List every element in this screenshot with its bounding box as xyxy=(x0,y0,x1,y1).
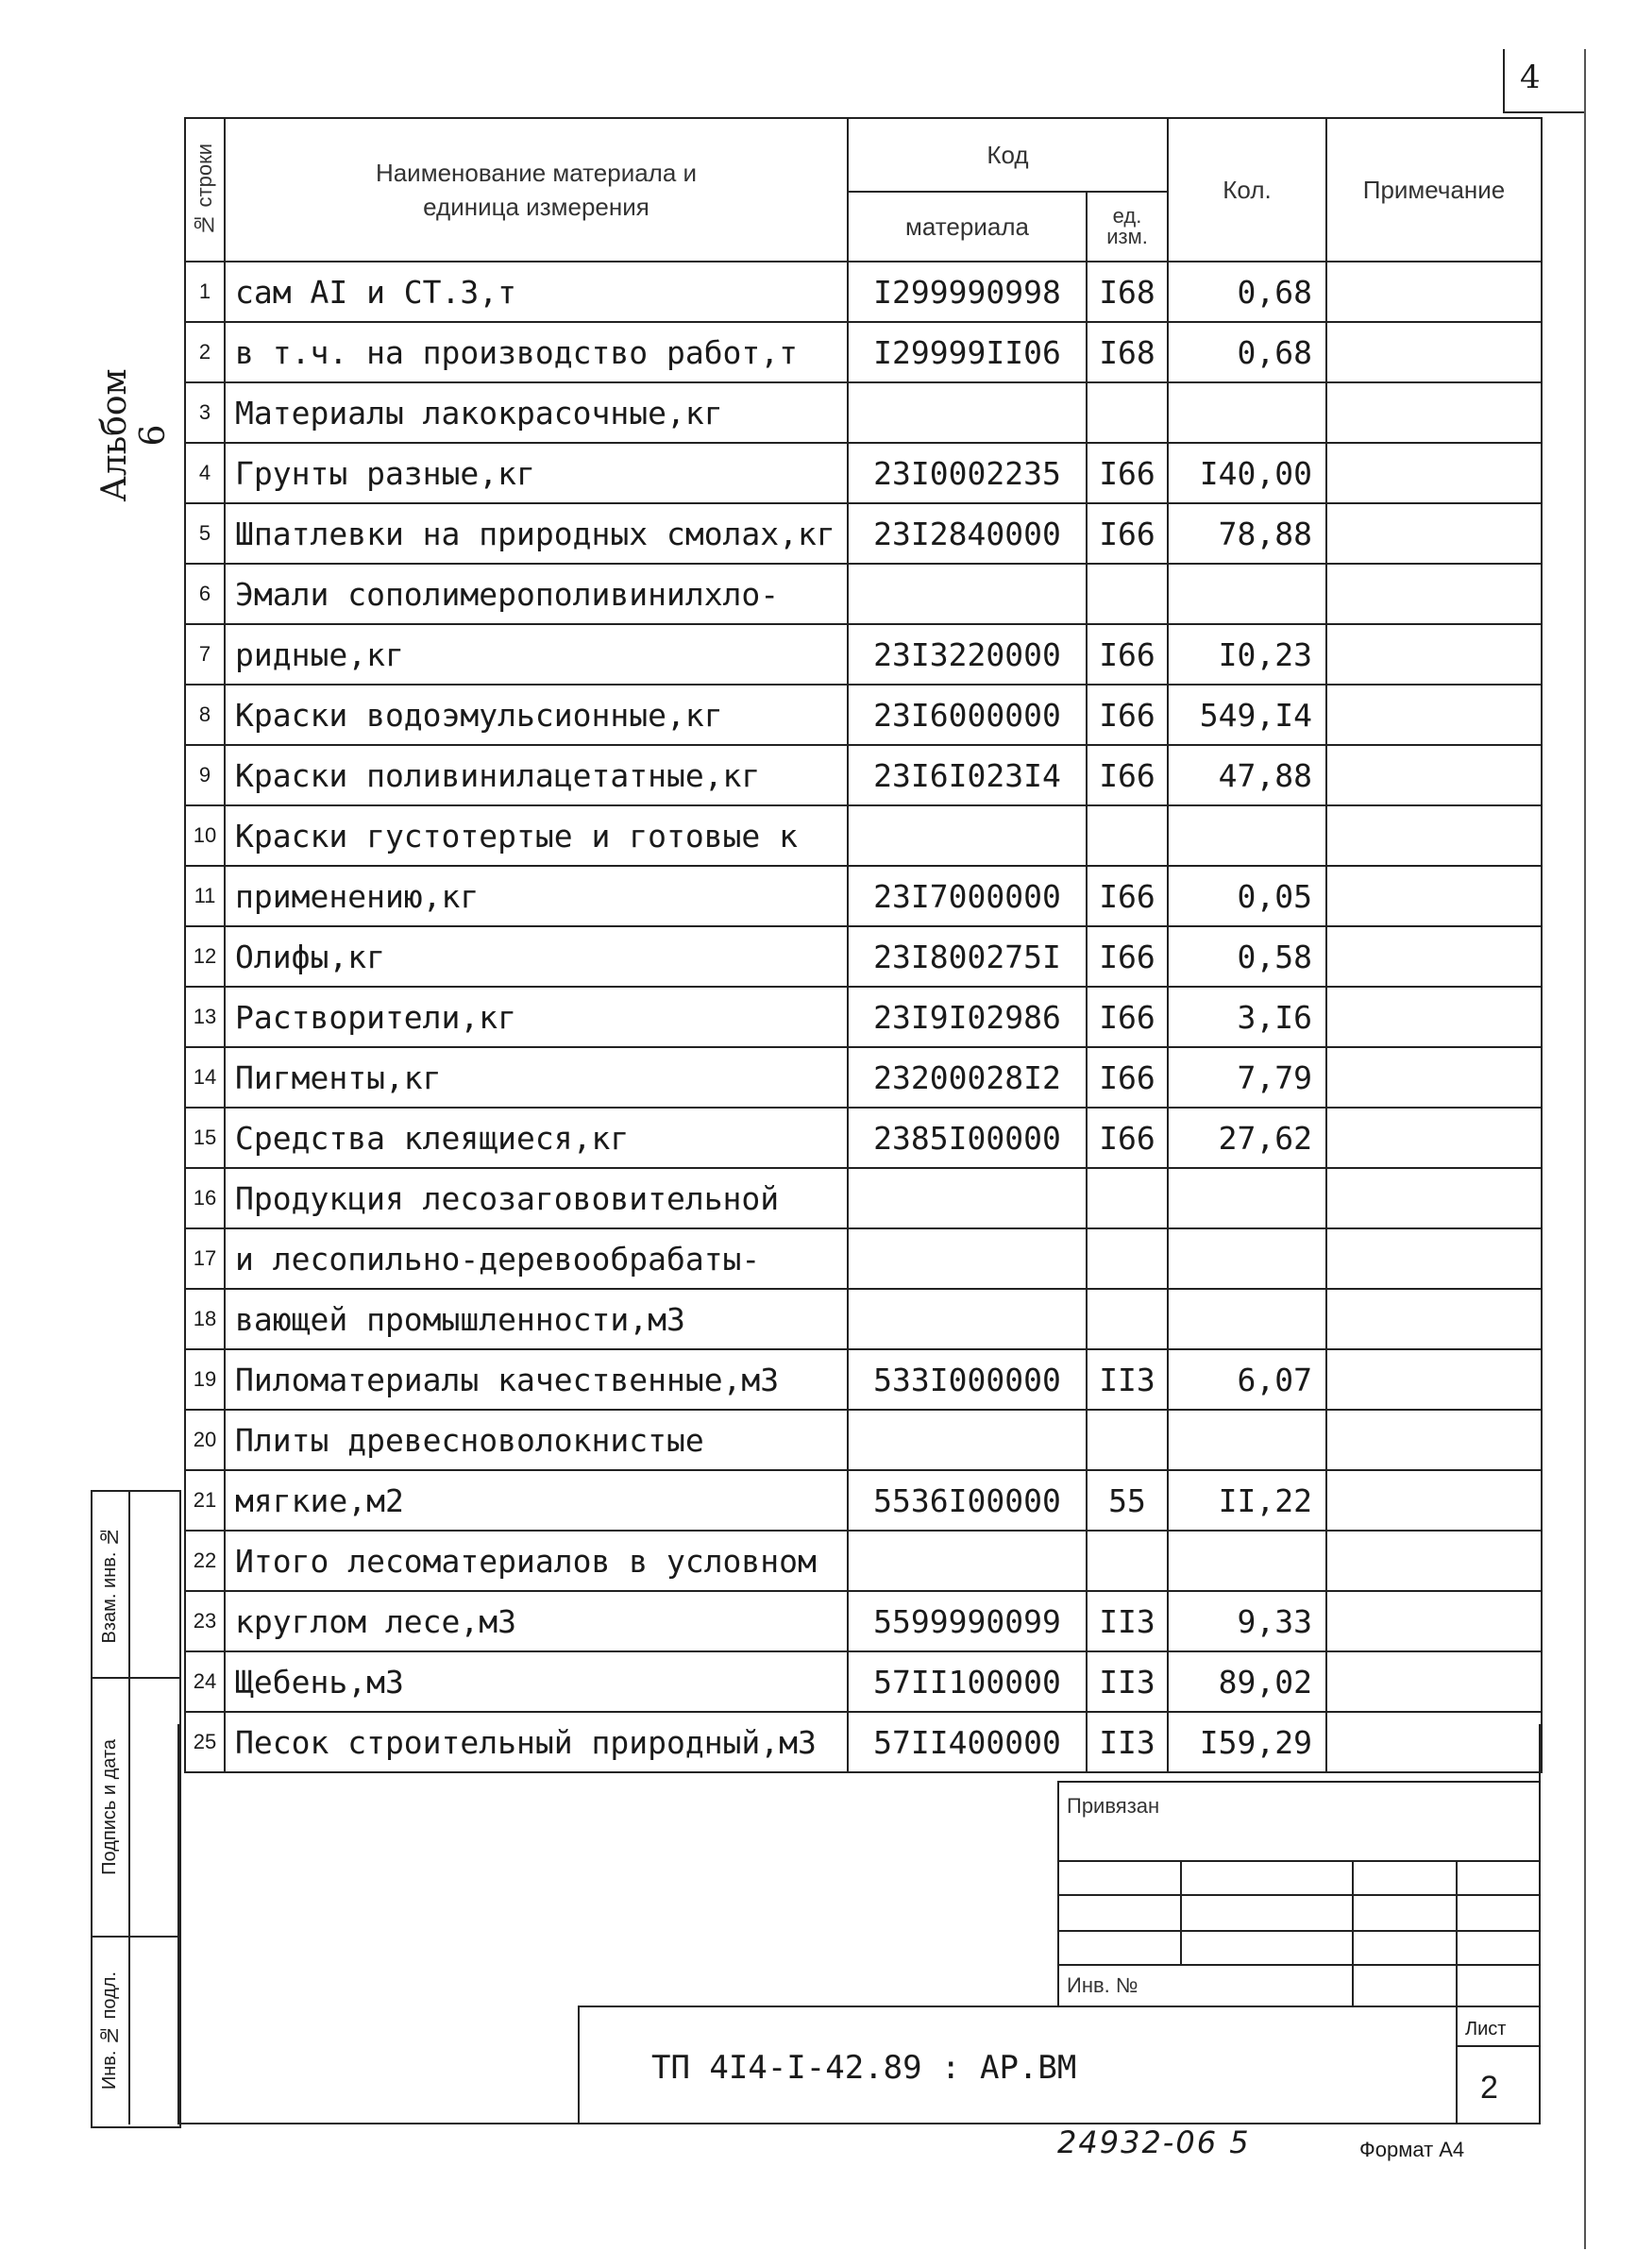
quantity xyxy=(1168,1410,1326,1470)
material-code: 23200028I2 xyxy=(848,1047,1087,1108)
material-code: 23I7000000 xyxy=(848,866,1087,926)
format-label: Формат А4 xyxy=(1359,2138,1465,2161)
note xyxy=(1326,443,1542,503)
material-code xyxy=(848,1531,1087,1591)
frame-left xyxy=(177,1724,179,2124)
note xyxy=(1326,1108,1542,1168)
tb-hline xyxy=(1456,2045,1541,2047)
row-number: 13 xyxy=(185,987,225,1047)
table-row xyxy=(185,624,1542,685)
header-code-material: материала xyxy=(848,192,1087,262)
header-note: Примечание xyxy=(1326,118,1542,262)
material-name: ридные,кг xyxy=(225,624,848,685)
row-number: 23 xyxy=(185,1591,225,1651)
material-code: 57II100000 xyxy=(848,1651,1087,1712)
table-row xyxy=(185,564,1542,624)
quantity xyxy=(1168,382,1326,443)
unit-code xyxy=(1087,1289,1168,1349)
quantity: 3,I6 xyxy=(1168,987,1326,1047)
tb-hline xyxy=(1057,1860,1541,1862)
note xyxy=(1326,564,1542,624)
material-name: Краски поливинилацетатные,кг xyxy=(225,745,848,805)
frame-right xyxy=(1539,1724,1541,2124)
stamp-replace-inv: Взам. инв. № xyxy=(91,1492,130,1677)
table-row xyxy=(185,1531,1542,1591)
unit-code xyxy=(1087,564,1168,624)
table-row xyxy=(185,1228,1542,1289)
unit-code: I68 xyxy=(1087,262,1168,322)
tb-vline xyxy=(1180,1860,1182,1966)
note xyxy=(1326,382,1542,443)
unit-code: I66 xyxy=(1087,685,1168,745)
table-row xyxy=(185,322,1542,382)
unit-code: II3 xyxy=(1087,1651,1168,1712)
row-number: 17 xyxy=(185,1228,225,1289)
material-name: Песок строительный природный,м3 xyxy=(225,1712,848,1772)
unit-code: I66 xyxy=(1087,866,1168,926)
row-number: 2 xyxy=(185,322,225,382)
table-row xyxy=(185,1289,1542,1349)
quantity: II,22 xyxy=(1168,1470,1326,1531)
material-name: мягкие,м2 xyxy=(225,1470,848,1531)
frame-bottom xyxy=(177,2123,1541,2124)
table-row xyxy=(185,262,1542,322)
quantity xyxy=(1168,564,1326,624)
note xyxy=(1326,1531,1542,1591)
row-number: 3 xyxy=(185,382,225,443)
unit-code: I66 xyxy=(1087,503,1168,564)
table-row xyxy=(185,1047,1542,1108)
quantity: 0,58 xyxy=(1168,926,1326,987)
quantity: 9,33 xyxy=(1168,1591,1326,1651)
row-number: 18 xyxy=(185,1289,225,1349)
material-code xyxy=(848,564,1087,624)
material-name: Материалы лакокрасочные,кг xyxy=(225,382,848,443)
table-row xyxy=(185,745,1542,805)
note xyxy=(1326,1047,1542,1108)
quantity: 0,68 xyxy=(1168,262,1326,322)
table-row xyxy=(185,382,1542,443)
material-code xyxy=(848,382,1087,443)
row-number: 12 xyxy=(185,926,225,987)
material-code: 23I6000000 xyxy=(848,685,1087,745)
note xyxy=(1326,926,1542,987)
quantity: 47,88 xyxy=(1168,745,1326,805)
unit-code xyxy=(1087,805,1168,866)
row-number: 19 xyxy=(185,1349,225,1410)
note xyxy=(1326,1168,1542,1228)
material-code: 23I3220000 xyxy=(848,624,1087,685)
note xyxy=(1326,685,1542,745)
inv-no-label: Инв. № xyxy=(1067,1973,1138,1997)
quantity: I0,23 xyxy=(1168,624,1326,685)
quantity xyxy=(1168,1531,1326,1591)
header-code-unit: ед. изм. xyxy=(1087,192,1168,262)
material-name: Шпатлевки на природных смолах,кг xyxy=(225,503,848,564)
material-code: 533I000000 xyxy=(848,1349,1087,1410)
material-code: 5599990099 xyxy=(848,1591,1087,1651)
material-name: Щебень,м3 xyxy=(225,1651,848,1712)
table-row xyxy=(185,1591,1542,1651)
tb-hline xyxy=(578,2006,1541,2007)
material-name: Олифы,кг xyxy=(225,926,848,987)
material-code: 23I2840000 xyxy=(848,503,1087,564)
album-label: Альбом 6 xyxy=(95,368,173,502)
header-quantity: Кол. xyxy=(1168,118,1326,262)
material-code: 23I9I02986 xyxy=(848,987,1087,1047)
note xyxy=(1326,1289,1542,1349)
row-number: 5 xyxy=(185,503,225,564)
note xyxy=(1326,1410,1542,1470)
table-row xyxy=(185,1651,1542,1712)
note xyxy=(1326,1591,1542,1651)
unit-code: I66 xyxy=(1087,1108,1168,1168)
page-right-border xyxy=(1584,49,1586,2249)
row-number: 24 xyxy=(185,1651,225,1712)
note xyxy=(1326,1651,1542,1712)
note xyxy=(1326,745,1542,805)
row-number: 10 xyxy=(185,805,225,866)
unit-code: I66 xyxy=(1087,745,1168,805)
material-name: Плиты древесноволокнистые xyxy=(225,1410,848,1470)
material-name: Растворители,кг xyxy=(225,987,848,1047)
quantity xyxy=(1168,1228,1326,1289)
page-number-frame-left xyxy=(1503,49,1505,113)
sheet-number: 2 xyxy=(1480,2070,1498,2106)
note xyxy=(1326,866,1542,926)
unit-code: I66 xyxy=(1087,926,1168,987)
row-number: 4 xyxy=(185,443,225,503)
stamp-inv-orig: Инв. № подл. xyxy=(91,1938,130,2124)
unit-code xyxy=(1087,382,1168,443)
quantity: I40,00 xyxy=(1168,443,1326,503)
table-row xyxy=(185,805,1542,866)
material-name: Грунты разные,кг xyxy=(225,443,848,503)
material-code xyxy=(848,1410,1087,1470)
material-name: Эмали сополимерополивинилхло- xyxy=(225,564,848,624)
table-row xyxy=(185,1712,1542,1772)
material-code: 5536I00000 xyxy=(848,1470,1087,1531)
quantity: 0,05 xyxy=(1168,866,1326,926)
table-row xyxy=(185,987,1542,1047)
material-code: 57II400000 xyxy=(848,1712,1087,1772)
note xyxy=(1326,624,1542,685)
unit-code: II3 xyxy=(1087,1591,1168,1651)
quantity: 89,02 xyxy=(1168,1651,1326,1712)
material-name: сам AI и СТ.3,т xyxy=(225,262,848,322)
material-name: круглом лесе,м3 xyxy=(225,1591,848,1651)
tb-vline xyxy=(1456,1860,1458,2124)
table-row xyxy=(185,1470,1542,1531)
material-code: 23I0002235 xyxy=(848,443,1087,503)
quantity xyxy=(1168,1168,1326,1228)
material-code xyxy=(848,805,1087,866)
unit-code: II3 xyxy=(1087,1712,1168,1772)
material-code: 2385I00000 xyxy=(848,1108,1087,1168)
note xyxy=(1326,1228,1542,1289)
header-row-number: № строки xyxy=(185,118,225,262)
material-code: I299990998 xyxy=(848,262,1087,322)
attached-label: Привязан xyxy=(1067,1794,1160,1818)
material-name: Итого лесоматериалов в условном xyxy=(225,1531,848,1591)
unit-code xyxy=(1087,1168,1168,1228)
material-name: Пиломатериалы качественные,м3 xyxy=(225,1349,848,1410)
quantity: 27,62 xyxy=(1168,1108,1326,1168)
material-code xyxy=(848,1168,1087,1228)
tb-hline xyxy=(1057,1964,1541,1966)
unit-code: II3 xyxy=(1087,1349,1168,1410)
note xyxy=(1326,322,1542,382)
quantity: 0,68 xyxy=(1168,322,1326,382)
unit-code: I66 xyxy=(1087,987,1168,1047)
tb-hline xyxy=(1057,1894,1541,1896)
row-number: 16 xyxy=(185,1168,225,1228)
row-number: 21 xyxy=(185,1470,225,1531)
table-row xyxy=(185,443,1542,503)
row-number: 22 xyxy=(185,1531,225,1591)
note xyxy=(1326,1470,1542,1531)
unit-code xyxy=(1087,1228,1168,1289)
quantity: I59,29 xyxy=(1168,1712,1326,1772)
note xyxy=(1326,1349,1542,1410)
unit-code: I66 xyxy=(1087,624,1168,685)
material-name: Пигменты,кг xyxy=(225,1047,848,1108)
row-number: 1 xyxy=(185,262,225,322)
page-number: 4 xyxy=(1520,59,1541,96)
quantity: 6,07 xyxy=(1168,1349,1326,1410)
note xyxy=(1326,805,1542,866)
quantity xyxy=(1168,805,1326,866)
materials-table xyxy=(184,117,1543,1773)
document-code: ТП 4I4-I-42.89 : АР.ВМ xyxy=(651,2049,1077,2087)
tb-hline xyxy=(1057,1781,1541,1783)
quantity xyxy=(1168,1289,1326,1349)
quantity: 549,I4 xyxy=(1168,685,1326,745)
row-number: 14 xyxy=(185,1047,225,1108)
material-code: I29999II06 xyxy=(848,322,1087,382)
row-number: 15 xyxy=(185,1108,225,1168)
material-name: Краски водоэмульсионные,кг xyxy=(225,685,848,745)
unit-code xyxy=(1087,1410,1168,1470)
material-name: Краски густотертые и готовые к xyxy=(225,805,848,866)
row-number: 6 xyxy=(185,564,225,624)
note xyxy=(1326,1712,1542,1772)
tb-hline xyxy=(1057,1930,1541,1932)
table-row xyxy=(185,503,1542,564)
material-code xyxy=(848,1228,1087,1289)
unit-code xyxy=(1087,1531,1168,1591)
row-number: 11 xyxy=(185,866,225,926)
material-name: вающей промышленности,м3 xyxy=(225,1289,848,1349)
material-name: и лесопильно-деревообрабаты- xyxy=(225,1228,848,1289)
note xyxy=(1326,262,1542,322)
table-row xyxy=(185,1349,1542,1410)
material-code: 23I6I023I4 xyxy=(848,745,1087,805)
row-number: 25 xyxy=(185,1712,225,1772)
header-name: Наименование материала и единица измерения xyxy=(225,118,848,262)
material-name: применению,кг xyxy=(225,866,848,926)
note xyxy=(1326,503,1542,564)
material-code xyxy=(848,1289,1087,1349)
unit-code: I68 xyxy=(1087,322,1168,382)
quantity: 7,79 xyxy=(1168,1047,1326,1108)
row-number: 8 xyxy=(185,685,225,745)
table-row xyxy=(185,1168,1542,1228)
row-number: 20 xyxy=(185,1410,225,1470)
table-row xyxy=(185,1410,1542,1470)
stamp-sign-date: Подпись и дата xyxy=(91,1679,130,1936)
material-code: 23I800275I xyxy=(848,926,1087,987)
header-code: Код xyxy=(848,118,1168,192)
tb-vline xyxy=(1352,1860,1354,2007)
material-name: Продукция лесозагововительной xyxy=(225,1168,848,1228)
table-row xyxy=(185,685,1542,745)
unit-code: 55 xyxy=(1087,1470,1168,1531)
row-number: 9 xyxy=(185,745,225,805)
archive-code: 24932-06 5 xyxy=(1057,2124,1251,2160)
tb-vline xyxy=(578,2006,580,2124)
page-number-frame-bottom xyxy=(1503,111,1586,113)
quantity: 78,88 xyxy=(1168,503,1326,564)
note xyxy=(1326,987,1542,1047)
sheet-label: Лист xyxy=(1465,2019,1507,2040)
table-row xyxy=(185,1108,1542,1168)
table-row xyxy=(185,866,1542,926)
table-row xyxy=(185,926,1542,987)
unit-code: I66 xyxy=(1087,1047,1168,1108)
unit-code: I66 xyxy=(1087,443,1168,503)
material-name: Средства клеящиеся,кг xyxy=(225,1108,848,1168)
row-number: 7 xyxy=(185,624,225,685)
material-name: в т.ч. на производство работ,т xyxy=(225,322,848,382)
